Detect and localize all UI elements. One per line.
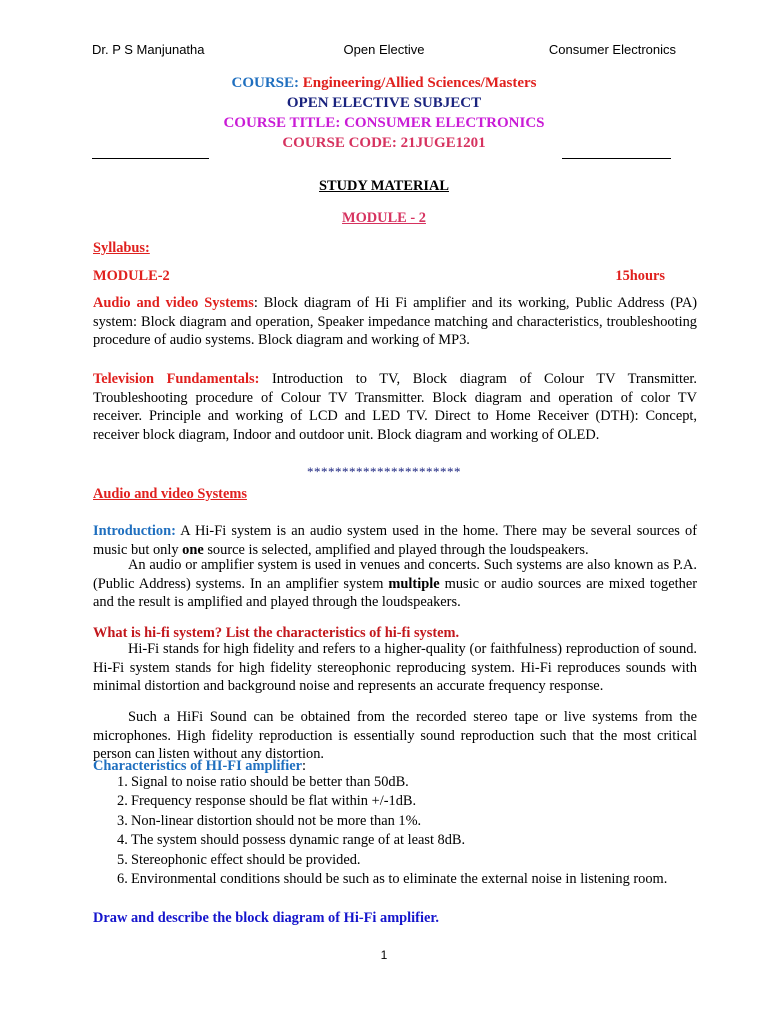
course-code-label: COURSE CODE:	[282, 135, 397, 151]
study-material-heading: STUDY MATERIAL	[319, 178, 449, 194]
characteristics-list	[117, 773, 677, 889]
pa-text-1: An audio or amplifier system is used in venues and concerts. Such systems are also known as P.A. (Public Address) systems. In an amplifier system	[93, 557, 697, 592]
divider-left	[92, 158, 209, 159]
intro-text-1: A Hi-Fi system is an audio system used in the home. There may be several sources of music but only	[93, 523, 697, 558]
list-item: 3. Non-linear distortion should not be more than 1%.	[117, 812, 422, 829]
intro-text-2: source is selected, amplified and played through the loudspeakers.	[203, 541, 589, 558]
course-title-value: CONSUMER ELECTRONICS	[344, 115, 545, 131]
course-line	[0, 73, 768, 93]
list-item: 6. Environmental conditions should be such as to eliminate the external noise in listening room.	[117, 871, 668, 888]
syllabus-tv-label: Television Fundamentals:	[93, 371, 260, 387]
hifi-definition-paragraph: Hi-Fi stands for high fidelity and refers to a higher-quality (or faithfulness) reproduction of sound. Hi-Fi system stands for high fidelity stereophonic reproducing system. Hi-Fi reproduces sounds with minimal distortion and background noise and represents an accurate frequency response.	[93, 641, 697, 694]
pa-emphasis-multiple: multiple	[388, 575, 440, 592]
module-line-left: MODULE-2	[93, 268, 170, 284]
syllabus-audio-label: Audio and video Systems	[93, 295, 254, 311]
course-label: COURSE:	[231, 75, 300, 91]
separator-stars: **********************	[307, 464, 461, 479]
divider-right	[562, 158, 671, 159]
pa-text-2: music or audio sources are mixed together and the result is amplified and played through the loudspeakers.	[93, 575, 697, 610]
characteristics-colon: :	[302, 758, 307, 774]
list-item: 5. Stereophonic effect should be provided.	[117, 851, 361, 868]
syllabus-tv-text: Introduction to TV, Block diagram of Colour TV Transmitter. Troubleshooting procedure of Colour TV Transmitter. Block diagram and operation of color TV receiver. Principle and working of LCD and LED TV. Direct to Home Receiver (DTH): Concept, receiver block diagram, Indoor and outdoor unit. Block diagram and working of OLED.	[93, 371, 697, 443]
pa-paragraph	[93, 556, 697, 612]
section-heading: Audio and video Systems	[93, 486, 247, 502]
module-line	[93, 267, 665, 286]
module-line-hours: 15hours	[615, 268, 665, 284]
header-course: Consumer Electronics	[548, 42, 676, 57]
list-item: 4. The system should possess dynamic range of at least 8dB.	[117, 832, 466, 849]
page-number: 1	[380, 948, 388, 962]
module-heading: MODULE - 2	[342, 210, 426, 226]
list-item: 2. Frequency response should be flat within +/-1dB.	[117, 793, 417, 810]
course-code-value: 21JUGE1201	[400, 135, 486, 151]
list-item: 1. Signal to noise ratio should be better than 50dB.	[117, 774, 409, 790]
course-value: Engineering/Allied Sciences/Masters	[302, 75, 537, 91]
course-title-line	[0, 113, 768, 133]
question-block-diagram-heading: Draw and describe the block diagram of Hi-Fi amplifier.	[93, 910, 440, 926]
course-title-label: COURSE TITLE:	[223, 115, 341, 131]
syllabus-label: Syllabus:	[93, 240, 150, 256]
question-hifi-heading: What is hi-fi system? List the characteristics of hi-fi system.	[93, 625, 460, 641]
hifi-sound-paragraph: Such a HiFi Sound can be obtained from the recorded stereo tape or live systems from the microphones. High fidelity reproduction is essentially sound reproduction such that the most critical person can listen without any distortion.	[93, 709, 697, 762]
intro-label: Introduction:	[93, 523, 176, 539]
header-subject: Open Elective	[343, 42, 425, 57]
course-code-line	[0, 133, 768, 153]
subject-line: OPEN ELECTIVE SUBJECT	[286, 95, 482, 111]
header-author: Dr. P S Manjunatha	[92, 42, 205, 57]
syllabus-audio-text: : Block diagram of Hi Fi amplifier and its working, Public Address (PA) system: Block diagram and operation, Speaker impedance matching and characteristics, troubleshooting procedure of audio systems. Block diagram and working of MP3.	[93, 295, 698, 348]
intro-emphasis-one: one	[182, 541, 204, 558]
syllabus-tv-paragraph	[93, 370, 697, 444]
characteristics-heading: Characteristics of HI-FI amplifier	[93, 758, 303, 774]
intro-paragraph	[93, 522, 697, 559]
syllabus-audio-paragraph	[93, 294, 697, 350]
